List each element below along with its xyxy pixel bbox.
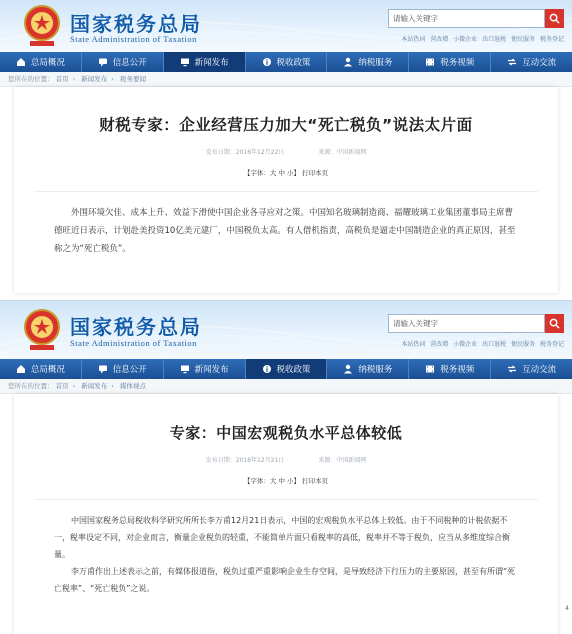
search-button[interactable] [545,314,564,333]
nav-label: 新闻发布 [194,365,229,375]
breadcrumb-link[interactable]: 税务要闻 [119,75,146,83]
hot-word-link[interactable]: 税务登记 [539,36,564,43]
article-paragraph: 外围环境欠佳、成本上升、效益下滑使中国企业各寻应对之策。中国知名玻璃制造商、福耀玻璃工业集团董事局主席曹德旺近日表示，计划赴美投资10亿美元建厂，中国税负太高。有人借机指责，高税负是逼走中国制造企业的真正原因，甚至称之为“死亡税负”。 [54,208,516,254]
chat-icon [98,364,108,374]
nav-label: 纳税服务 [358,365,393,375]
hot-word-link[interactable]: 小微企业 [453,36,478,43]
site-subtitle: State Administration of Taxation [70,34,197,44]
nav-interact[interactable] [491,359,572,379]
hot-word-link[interactable]: 税务登记 [539,341,564,348]
hot-word-link[interactable]: 小微企业 [453,341,478,348]
monitor-icon [180,364,190,374]
hot-words [398,339,564,348]
breadcrumb-prefix: 您所在的位置： [8,75,54,83]
home-icon [16,57,26,67]
info-icon [262,364,272,374]
article-title: 财税专家：企业经营压力加大“死亡税负”说法太片面 [99,116,473,134]
exchange-icon [507,57,517,67]
site-title: 国家税务总局 [70,12,202,36]
article-meta [14,455,558,464]
person-icon [343,364,353,374]
tax-emblem-icon [20,3,64,47]
hot-word-link[interactable]: 出口退税 [482,36,507,43]
page-number: 4 [565,605,569,612]
article-card [14,87,558,293]
article-date: 发布日期：2016年12月22日 [205,149,285,156]
article-date: 发布日期：2016年12月21日 [205,457,285,464]
font-size-controls[interactable]: 【字体：大 中 小】 打印本页 [243,169,329,177]
nav-video[interactable] [409,52,491,72]
article-body [14,500,558,597]
hot-word-link[interactable]: 出口退税 [482,341,507,348]
breadcrumb-link[interactable]: 新闻发布 [81,75,108,83]
nav-overview[interactable] [0,359,82,379]
search-bar [388,314,564,333]
nav-label: 总局概况 [30,58,65,68]
breadcrumb-prefix: 您所在的位置： [8,382,54,390]
nav-label: 信息公开 [112,365,147,375]
search-button[interactable] [545,9,564,28]
main-nav [0,52,572,72]
breadcrumb-link[interactable]: 首页 [55,382,69,390]
nav-interact[interactable] [491,52,572,72]
hot-word-link[interactable]: 营改增 [430,36,449,43]
nav-label: 互动交流 [522,365,557,375]
article-body [14,192,558,258]
site-title: 国家税务总局 [70,315,202,339]
screenshot-bottom [0,300,572,634]
article-title: 专家：中国宏观税负水平总体较低 [169,424,403,442]
video-icon [425,364,435,374]
exchange-icon [507,364,517,374]
video-icon [425,57,435,67]
nav-label: 互动交流 [522,58,557,68]
nav-label: 纳税服务 [358,58,393,68]
search-icon [549,13,560,24]
site-header [0,301,572,359]
hot-words [398,34,564,43]
search-input[interactable]: 请输入关键字 [388,9,545,28]
article-source: 来源：中国新闻网 [318,457,367,464]
nav-label: 税务视频 [440,365,475,375]
nav-label: 新闻发布 [194,58,229,68]
monitor-icon [180,57,190,67]
nav-video[interactable] [409,359,491,379]
font-size-controls[interactable]: 【字体：大 中 小】 打印本页 [243,477,329,485]
nav-policy[interactable] [246,359,328,379]
info-icon [262,57,272,67]
breadcrumb-separator: › [111,382,114,390]
home-icon [16,364,26,374]
chat-icon [98,57,108,67]
breadcrumb [0,72,572,87]
search-icon [549,318,560,329]
site-header [0,0,572,52]
search-input[interactable]: 请输入关键字 [388,314,545,333]
nav-news[interactable] [164,359,246,379]
breadcrumb-separator: › [72,382,76,390]
breadcrumb-separator: › [72,75,76,83]
nav-label: 税收政策 [276,58,311,68]
nav-overview[interactable] [0,52,82,72]
breadcrumb-separator: › [111,75,114,83]
nav-news[interactable] [164,52,246,72]
breadcrumb-link[interactable]: 媒体视点 [119,382,146,390]
hot-word-link[interactable]: 便民服务 [511,36,536,43]
nav-info[interactable] [82,359,164,379]
nav-service[interactable] [327,52,409,72]
article-meta [14,147,558,156]
article-paragraph: 李万甫作出上述表示之前，有媒体报道指，税负过重严重影响企业生存空间，是导致经济下行压力的主要原因，甚至有所谓“死亡税率”、“死亡税负”之说。 [54,567,516,593]
nav-label: 总局概况 [30,365,65,375]
nav-label: 信息公开 [112,58,147,68]
breadcrumb [0,379,572,394]
nav-label: 税务视频 [440,58,475,68]
search-bar [388,9,564,28]
tax-emblem-icon [20,307,64,351]
nav-service[interactable] [327,359,409,379]
main-nav [0,359,572,379]
screenshot-top [0,0,572,296]
article-source: 来源：中国新闻网 [318,149,367,156]
hot-word-link[interactable]: 便民服务 [511,341,536,348]
breadcrumb-link[interactable]: 新闻发布 [81,382,108,390]
article-card [14,394,558,634]
article-paragraph: 中国国家税务总局税收科学研究所所长李万甫12月21日表示，中国的宏观税负水平总体上较低。由于不同税种的计税依据不一，税率设定不同，对企业而言，衡量企业税负的轻重，不能简单片面只看税率的高低，税率并不等于税负，应当从多维度综合衡量。 [54,516,510,559]
nav-label: 税收政策 [276,365,311,375]
hot-word-link[interactable]: 营改增 [430,341,449,348]
breadcrumb-link[interactable]: 首页 [55,75,69,83]
hot-word-label: 本站热词 [401,36,426,43]
nav-policy[interactable] [246,52,328,72]
hot-word-label: 本站热词 [401,341,426,348]
nav-info[interactable] [82,52,164,72]
person-icon [343,57,353,67]
site-subtitle: State Administration of Taxation [70,338,197,348]
